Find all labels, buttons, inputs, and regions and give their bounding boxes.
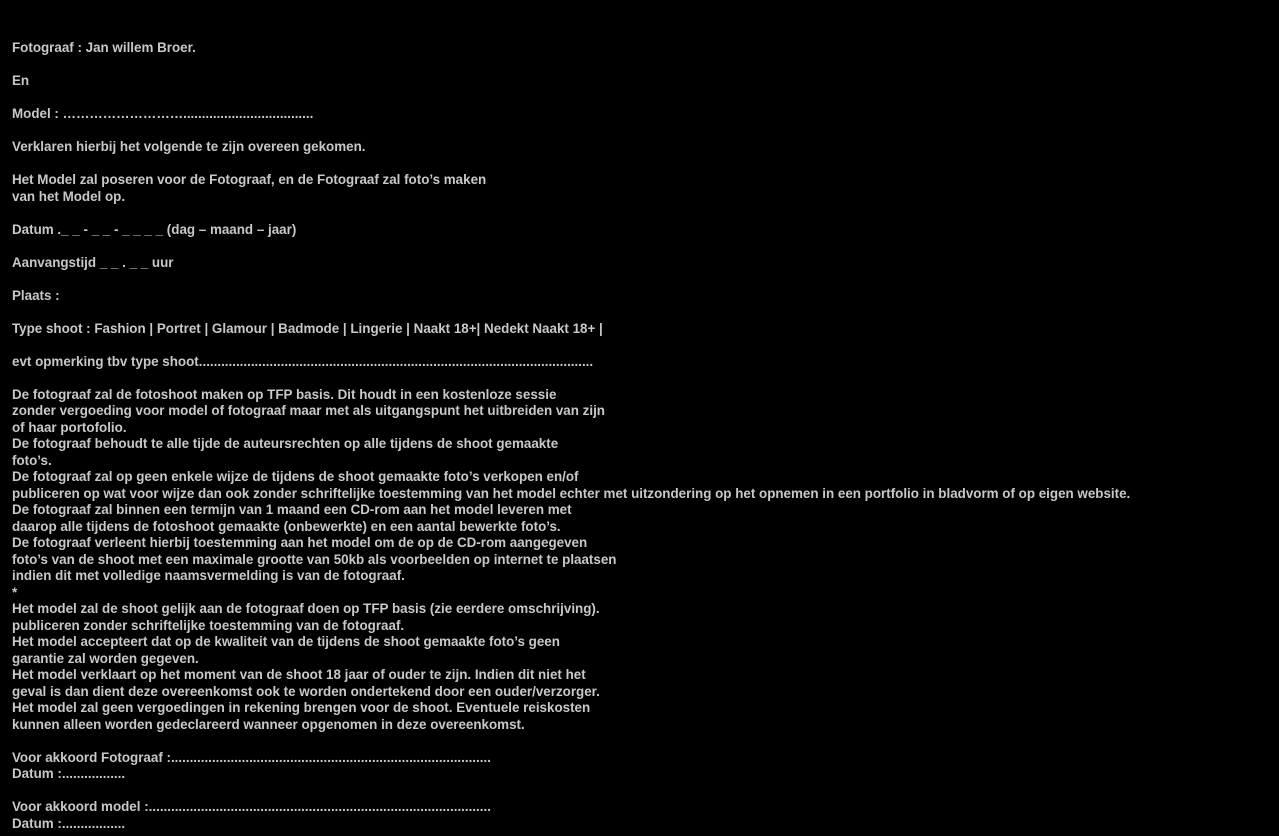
location-line: Plaats : [12, 287, 60, 303]
terms-line: De fotograaf zal binnen een termijn van 1 maand een CD-rom aan het model leveren met [12, 502, 572, 517]
pose-text-line: Het Model zal poseren voor de Fotograaf, en de Fotograaf zal foto’s maken [12, 172, 487, 187]
model-terms-line: Het model verklaart op het moment van de shoot 18 jaar of ouder te zijn. Indien dit niet het [12, 667, 586, 682]
model-terms-line: geval is dan dient deze overeenkomst ook te worden ondertekend door een ouder/verzorger. [12, 683, 600, 699]
terms-line: daarop alle tijdens de fotoshoot gemaakte (onbewerkte) en een aantal bewerkte foto’s. [12, 518, 561, 534]
start-time-line: Aanvangstijd _ _ . _ _ uur [12, 254, 174, 270]
model-terms-line: publiceren zonder schriftelijke toestemming van de fotograaf. [12, 617, 405, 633]
date-line: Datum ._ _ - _ _ - _ _ _ _ (dag – maand – jaar) [12, 221, 297, 237]
terms-line: De fotograaf zal op geen enkele wijze de tijdens de shoot gemaakte foto’s verkopen en/of [12, 469, 579, 484]
photographer-line: Fotograaf : Jan willem Broer. [12, 40, 196, 55]
and-line: En [12, 73, 30, 88]
model-signature-line: Voor akkoord model :............................................................................................ [12, 799, 491, 814]
pose-text-line: van het Model op. [12, 188, 126, 204]
model-terms-line: Het model zal de shoot gelijk aan de fotograaf doen op TFP basis (zie eerdere omschrijving). [12, 601, 600, 616]
terms-line: indien dit met volledige naamsvermelding is van de fotograaf. [12, 568, 405, 583]
shoot-type-line: Type shoot : Fashion | Portret | Glamour | Badmode | Lingerie | Naakt 18+| Nedekt Naakt 18+ | [12, 320, 603, 336]
terms-line: zonder vergoeding voor model of fotograaf maar met als uitgangspunt het uitbreiden van zijn [12, 403, 605, 418]
asterisk-line: * [12, 584, 18, 600]
model-terms-line: Het model accepteert dat op de kwaliteit van de tijdens de shoot gemaakte foto’s geen [12, 634, 560, 649]
terms-line: of haar portofolio. [12, 419, 127, 435]
declaration-line: Verklaren hierbij het volgende te zijn overeen gekomen. [12, 139, 366, 154]
model-terms-line: kunnen alleen worden gedeclareerd wanneer opgenomen in deze overeenkomst. [12, 716, 525, 732]
terms-line: foto’s. [12, 452, 52, 468]
model-signature-date: Datum :................. [12, 815, 126, 831]
shoot-remark-line: evt opmerking tbv type shoot.......................................................................................................... [12, 353, 594, 369]
model-terms-line: garantie zal worden gegeven. [12, 650, 199, 666]
terms-line: publiceren op wat voor wijze dan ook zonder schriftelijke toestemming van het model echter met uitzondering op het opnemen in een portfolio in bladvorm of op eigen website. [12, 485, 1131, 501]
photographer-signature-date: Datum :................. [12, 766, 126, 781]
terms-line: De fotograaf verleent hierbij toestemming aan het model om de op de CD-rom aangegeven [12, 535, 588, 550]
model-line: Model : ………………………................................... [12, 106, 314, 121]
photographer-signature-line: Voor akkoord Fotograaf :...................................................................................... [12, 749, 491, 765]
terms-line: De fotograaf behoudt te alle tijde de auteursrechten op alle tijdens de shoot gemaakte [12, 436, 559, 451]
model-terms-line: Het model zal geen vergoedingen in rekening brengen voor de shoot. Eventuele reiskosten [12, 700, 591, 715]
terms-line: De fotograaf zal de fotoshoot maken op TFP basis. Dit houdt in een kostenloze sessie [12, 386, 557, 402]
terms-line: foto’s van de shoot met een maximale grootte van 50kb als voorbeelden op internet te plaatsen [12, 551, 617, 567]
